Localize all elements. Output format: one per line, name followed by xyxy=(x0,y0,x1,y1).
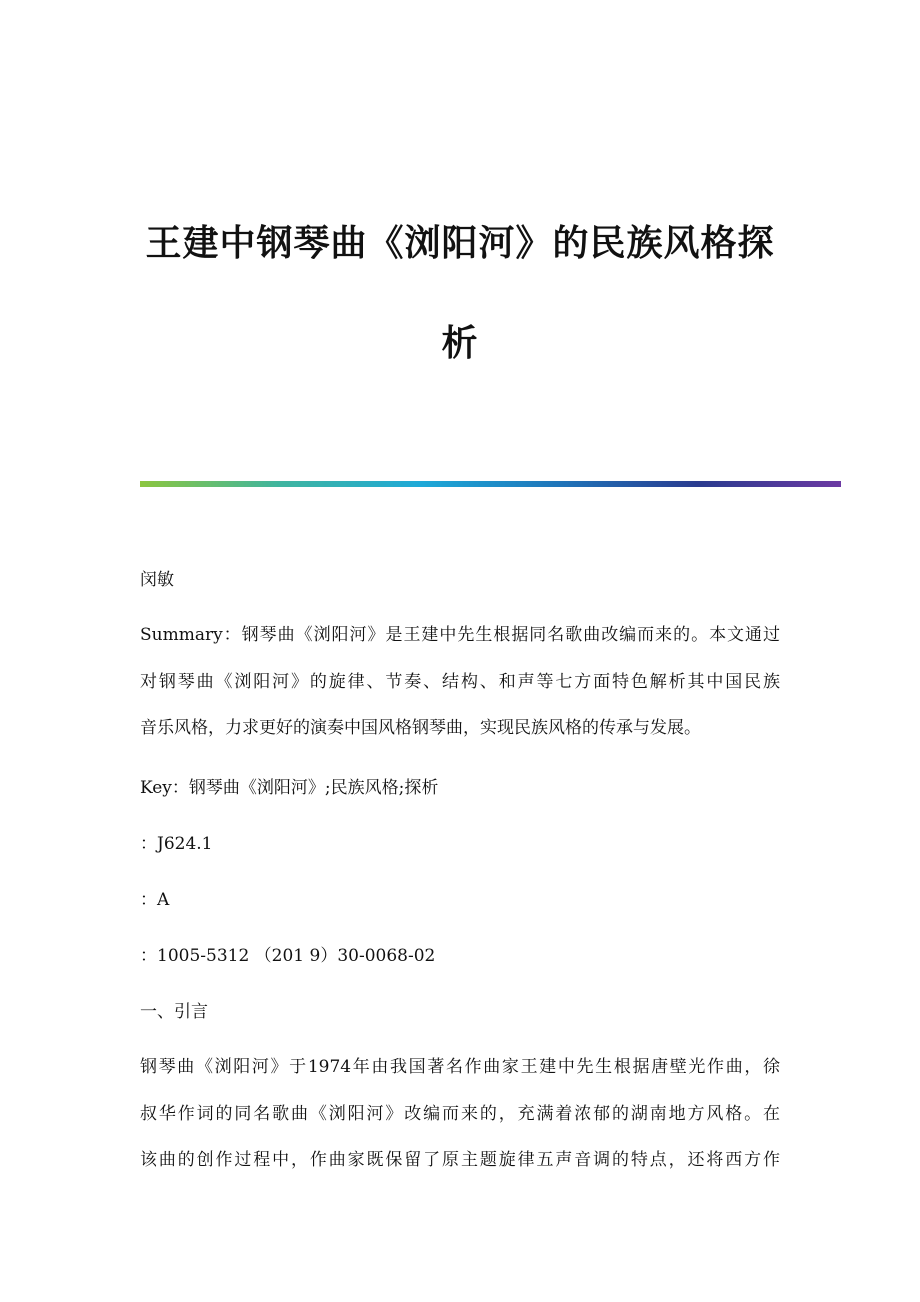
article-id: ：1005-5312 （201 9）30-0068-02 xyxy=(140,946,436,966)
summary-line: Summary：钢琴曲《浏阳河》是王建中先生根据同名歌曲改编而来的。本文通过 xyxy=(140,625,780,645)
document-title-line-2: 析 xyxy=(441,322,479,364)
author-name: 闵敏 xyxy=(140,570,174,590)
document-title-line-1: 王建中钢琴曲《浏阳河》的民族风格探 xyxy=(145,222,775,264)
summary-line: 音乐风格，力求更好的演奏中国风格钢琴曲，实现民族风格的传承与发展。 xyxy=(140,718,701,738)
section-heading: 一、引言 xyxy=(140,1002,208,1022)
summary-paragraph xyxy=(140,612,780,752)
body-line: 叔华作词的同名歌曲《浏阳河》改编而来的，充满着浓郁的湖南地方风格。在 xyxy=(140,1103,780,1124)
body-line: 该曲的创作过程中，作曲家既保留了原主题旋律五声音调的特点，还将西方作 xyxy=(140,1150,780,1170)
summary-line: 对钢琴曲《浏阳河》的旋律、节奏、结构、和声等七方面特色解析其中国民族 xyxy=(140,671,780,692)
body-line: 钢琴曲《浏阳河》于1974年由我国著名作曲家王建中先生根据唐壁光作曲，徐 xyxy=(140,1057,780,1077)
body-paragraph xyxy=(140,1044,780,1184)
clc-number: ：J624.1 xyxy=(140,834,213,854)
document-code: ：A xyxy=(140,890,170,910)
keywords-line: Key：钢琴曲《浏阳河》;民族风格;探析 xyxy=(140,778,439,798)
title-divider xyxy=(140,481,841,487)
